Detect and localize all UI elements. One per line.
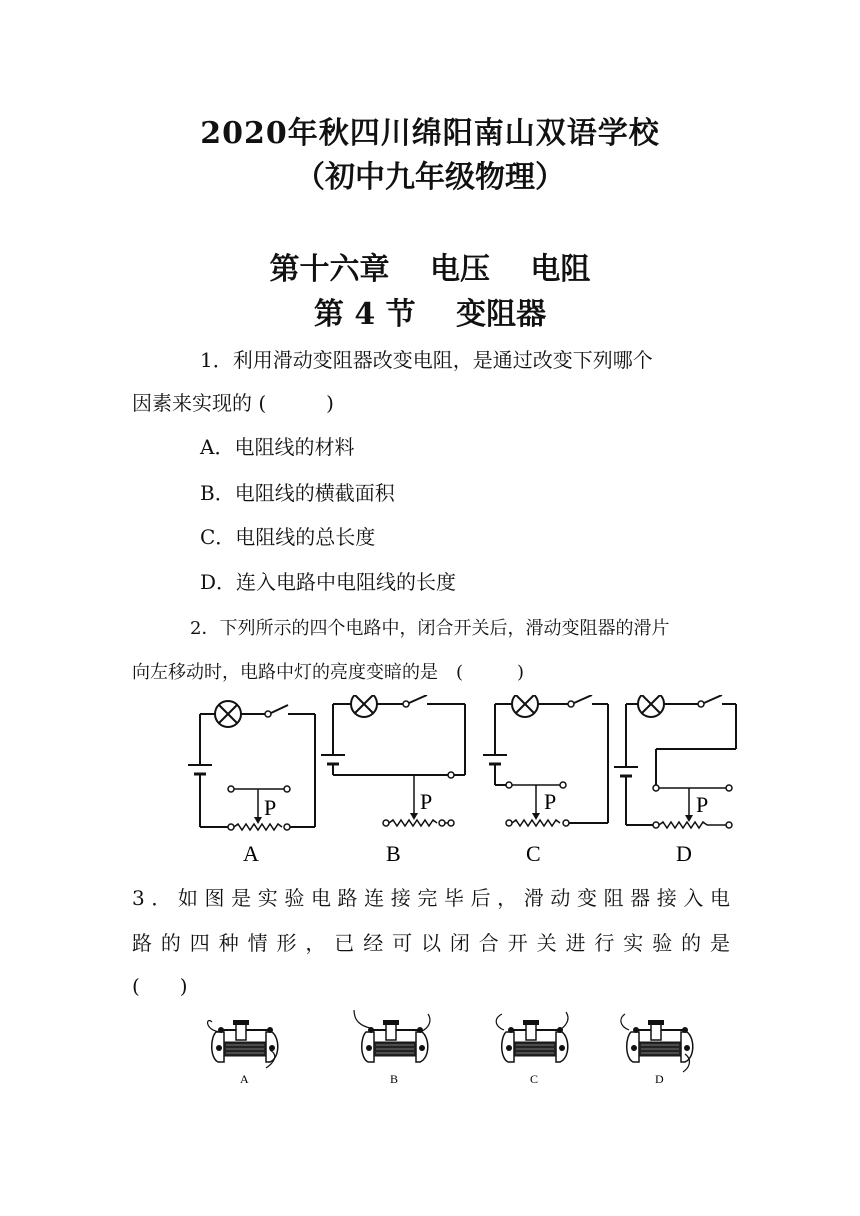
q1-stem-line1: 1．利用滑动变阻器改变电阻，是通过改变下列哪个	[200, 348, 653, 372]
q2-stem-line2: 向左移动时，电路中灯的亮度变暗的是 ( )	[132, 662, 525, 683]
rheostat-c	[496, 1012, 568, 1086]
rheostat-b-label: B	[390, 1072, 399, 1086]
circuit-b	[321, 695, 465, 866]
rheostat-d-label: D	[655, 1072, 664, 1086]
circuit-a-label: A	[243, 841, 259, 866]
q2-stem-line1: 2．下列所示的四个电路中，闭合开关后，滑动变阻器的滑片	[190, 618, 670, 639]
circuit-c-slider-label: P	[544, 789, 557, 814]
q1-option-b: B．电阻线的横截面积	[200, 481, 395, 505]
q1-stem-line2: 因素来实现的 ( )	[132, 391, 334, 415]
rheostat-c-label: C	[530, 1072, 539, 1086]
circuit-d	[614, 695, 736, 866]
circuit-a	[188, 701, 315, 866]
rheostat-a-label: A	[240, 1072, 249, 1086]
document-subtitle: （初中九年级物理）	[295, 160, 565, 195]
rheostat-b	[354, 1010, 430, 1086]
q3-stem-line2: 路的四种情形，已经可以闭合开关进行实验的是	[132, 931, 730, 955]
circuit-d-label: D	[676, 841, 692, 866]
q3-stem-line1: 3．如图是实验电路连接完毕后，滑动变阻器接入电	[132, 886, 730, 910]
circuit-c-label: C	[526, 841, 541, 866]
circuit-b-label: B	[386, 841, 401, 866]
chapter-heading: 第十六章 电压 电阻	[269, 252, 591, 287]
q3-stem-line3: ( )	[132, 974, 188, 998]
circuit-b-slider-label: P	[420, 789, 433, 814]
circuit-diagrams	[180, 695, 740, 875]
circuit-c	[483, 695, 608, 866]
section-heading: 第 4 节 变阻器	[313, 297, 547, 332]
q1-option-d: D．连入电路中电阻线的长度	[200, 570, 457, 594]
circuit-a-slider-label: P	[264, 795, 277, 820]
rheostat-figures	[200, 1010, 700, 1090]
q1-option-c: C．电阻线的总长度	[200, 525, 376, 549]
document-title: 2020年秋四川绵阳南山双语学校	[200, 116, 660, 151]
rheostat-a	[208, 1020, 278, 1086]
q1-option-a: A．电阻线的材料	[200, 435, 355, 459]
rheostat-d	[621, 1014, 693, 1086]
circuit-d-slider-label: P	[696, 792, 709, 817]
